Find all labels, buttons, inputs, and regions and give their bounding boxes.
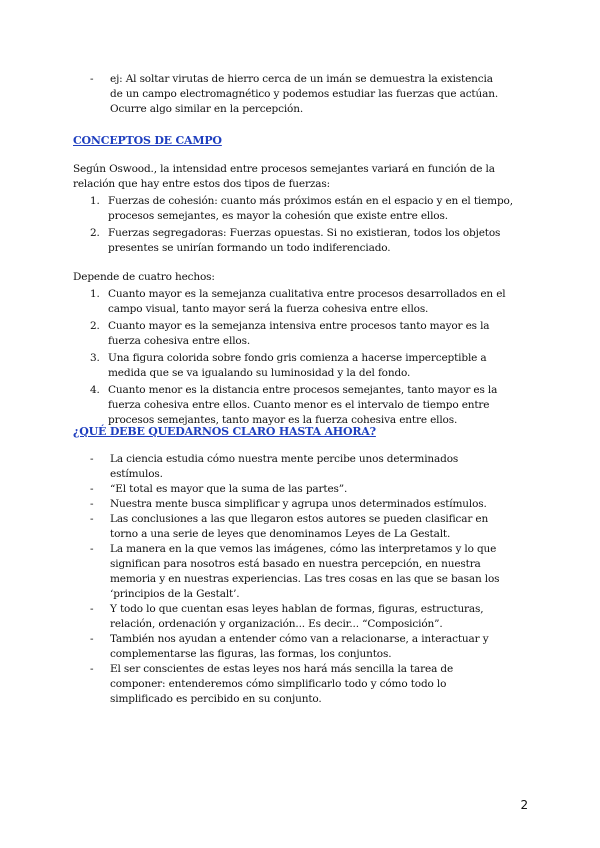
list-marker: - <box>90 483 94 495</box>
list-item-text: Fuerzas de cohesión: cuanto más próximos están en el espacio y en el tiempo, procesos semejantes, es mayor la cohesión que existe entre ellos. <box>108 195 513 222</box>
list-item-text: Fuerzas segregadoras: Fuerzas opuestas. Si no existieran, todos los objetos presentes se unirían formando un todo indiferenciado. <box>108 227 501 254</box>
list-item <box>90 497 510 512</box>
list-item <box>90 72 500 117</box>
list-item-text: “El total es mayor que la suma de las partes”. <box>110 483 348 495</box>
list-marker: - <box>90 73 94 85</box>
forces-list <box>73 194 513 256</box>
facts-intro-paragraph: Depende de cuatro hechos: <box>73 271 215 283</box>
page-number: 2 <box>520 798 528 812</box>
list-item-text: Nuestra mente busca simplificar y agrupa unos determinados estímulos. <box>110 498 487 510</box>
list-item <box>73 194 513 224</box>
list-item <box>73 351 513 381</box>
list-marker: 2. <box>90 227 100 239</box>
section-heading-claro: ¿QUÉ DEBE QUEDARNOS CLARO HASTA AHORA? <box>73 425 376 438</box>
list-marker: - <box>90 543 94 555</box>
list-item <box>90 482 510 497</box>
list-item <box>90 542 510 602</box>
list-item-text: Cuanto mayor es la semejanza cualitativa entre procesos desarrollados en el campo visual, tanto mayor será la fuerza cohesiva entre ellos. <box>108 288 506 315</box>
intro-paragraph: Según Oswood., la intensidad entre procesos semejantes variará en función de la relación que hay entre estos dos tipos de fuerzas: <box>73 163 495 190</box>
list-marker: - <box>90 603 94 615</box>
list-item-text: Cuanto mayor es la semejanza intensiva entre procesos tanto mayor es la fuerza cohesiva entre ellos. <box>108 320 490 347</box>
list-item-text: El ser conscientes de estas leyes nos hará más sencilla la tarea de componer: entenderemos cómo simplificarlo todo y cómo todo lo simplificado es percibido en su conjunto. <box>110 663 454 705</box>
list-marker: - <box>90 633 94 645</box>
list-marker: - <box>90 513 94 525</box>
list-item <box>73 319 513 349</box>
list-marker: 3. <box>90 352 100 364</box>
list-item <box>73 226 513 256</box>
facts-list <box>73 287 513 428</box>
list-marker: 1. <box>90 195 100 207</box>
list-item <box>90 632 510 662</box>
list-item-text: La ciencia estudia cómo nuestra mente percibe unos determinados estímulos. <box>110 453 459 480</box>
top-bullet-list <box>90 72 500 117</box>
list-item <box>90 452 510 482</box>
list-item <box>90 602 510 632</box>
list-item-text: ej: Al soltar virutas de hierro cerca de un imán se demuestra la existencia de un campo electromagnético y podemos estudiar las fuerzas que actúan. Ocurre algo similar en la percepción. <box>110 73 499 115</box>
summary-bullet-list <box>90 452 510 707</box>
list-item <box>90 512 510 542</box>
list-item <box>90 662 510 707</box>
list-marker: 2. <box>90 320 100 332</box>
list-item-text: Las conclusiones a las que llegaron estos autores se pueden clasificar en torno a una serie de leyes que denominamos Leyes de La Gestalt. <box>110 513 489 540</box>
list-item <box>73 383 513 428</box>
list-item-text: Y todo lo que cuentan esas leyes hablan de formas, figuras, estructuras, relación, ordenación y organización... Es decir... “Composición”. <box>110 603 484 630</box>
list-item-text: La manera en la que vemos las imágenes, cómo las interpretamos y lo que significan para nosotros está basado en nuestra percepción, en nuestra memoria y en nuestras experiencias. Las tres cosas en las que se basan los ‘principios de la Gestalt’. <box>110 543 500 600</box>
section-heading-conceptos: CONCEPTOS DE CAMPO <box>73 134 222 147</box>
list-item-text: Cuanto menor es la distancia entre procesos semejantes, tanto mayor es la fuerza cohesiva entre ellos. Cuanto menor es el intervalo de tiempo entre procesos semejantes, tanto mayor es la fuerza cohesiva entre ellos. <box>108 384 498 426</box>
list-marker: 1. <box>90 288 100 300</box>
list-marker: - <box>90 453 94 465</box>
list-item-text: Una figura colorida sobre fondo gris comienza a hacerse imperceptible a medida que se va igualando su luminosidad y la del fondo. <box>108 352 487 379</box>
list-item <box>73 287 513 317</box>
list-marker: - <box>90 498 94 510</box>
list-item-text: También nos ayudan a entender cómo van a relacionarse, a interactuar y complementarse las figuras, las formas, los conjuntos. <box>110 633 489 660</box>
section-conceptos-body <box>73 162 513 430</box>
list-marker: 4. <box>90 384 100 396</box>
list-marker: - <box>90 663 94 675</box>
